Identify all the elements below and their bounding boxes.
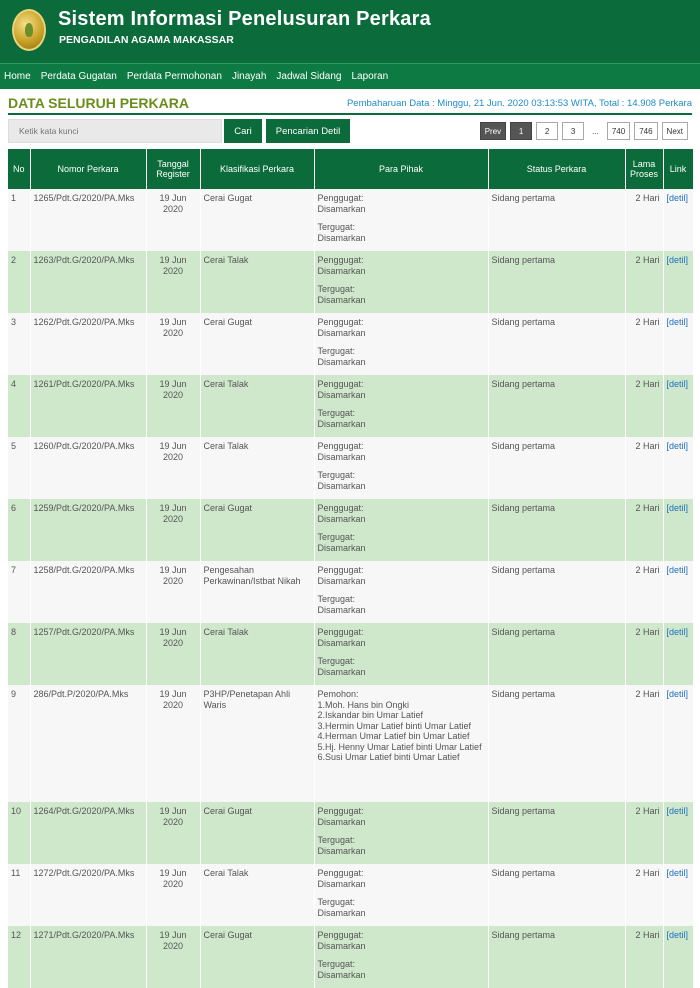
cell-tanggal: 19 Jun 2020 bbox=[146, 499, 200, 561]
cell-link bbox=[663, 251, 693, 313]
table-row bbox=[8, 499, 693, 561]
nav-jadwal-sidang[interactable]: Jadwal Sidang bbox=[276, 71, 342, 82]
cell-tanggal: 19 Jun 2020 bbox=[146, 375, 200, 437]
cell-nomor-perkara: 1272/Pdt.G/2020/PA.Mks bbox=[30, 864, 146, 926]
search-row bbox=[0, 119, 700, 149]
cell-nomor-perkara: 1260/Pdt.G/2020/PA.Mks bbox=[30, 437, 146, 499]
party-line: Tergugat: bbox=[317, 594, 356, 604]
cell-link bbox=[663, 189, 693, 251]
cell-status: Sidang pertama bbox=[488, 864, 625, 926]
detail-link[interactable]: [detil] bbox=[666, 379, 689, 389]
cell-lama-proses: 2 Hari bbox=[625, 499, 663, 561]
pagination-next[interactable]: Next bbox=[662, 122, 688, 140]
pagination-page-3[interactable]: 3 bbox=[562, 122, 584, 140]
table-row bbox=[8, 864, 693, 926]
cell-nomor-perkara: 1261/Pdt.G/2020/PA.Mks bbox=[30, 375, 146, 437]
cell-para-pihak bbox=[314, 926, 488, 988]
detail-link[interactable]: [detil] bbox=[666, 627, 689, 637]
party-line: Disamarkan bbox=[317, 637, 366, 648]
cell-lama-proses: 2 Hari bbox=[625, 623, 663, 685]
cell-status: Sidang pertama bbox=[488, 802, 625, 864]
cell-status: Sidang pertama bbox=[488, 623, 625, 685]
cell-klasifikasi: Cerai Gugat bbox=[200, 499, 314, 561]
cell-tanggal: 19 Jun 2020 bbox=[146, 189, 200, 251]
court-logo-icon bbox=[12, 9, 46, 51]
party-line: Disamarkan bbox=[317, 878, 366, 889]
cell-klasifikasi: Cerai Talak bbox=[200, 623, 314, 685]
cell-link bbox=[663, 313, 693, 375]
party-line: Tergugat: bbox=[317, 222, 356, 232]
col-tanggal-register: Tanggal Register bbox=[146, 149, 200, 189]
cell-link bbox=[663, 926, 693, 988]
cell-link bbox=[663, 375, 693, 437]
cell-para-pihak bbox=[314, 623, 488, 685]
app-title: Sistem Informasi Penelusuran Perkara bbox=[58, 8, 431, 30]
pagination-page-1[interactable]: 1 bbox=[510, 122, 532, 140]
cell-status: Sidang pertama bbox=[488, 189, 625, 251]
cell-tanggal: 19 Jun 2020 bbox=[146, 251, 200, 313]
cell-tanggal: 19 Jun 2020 bbox=[146, 437, 200, 499]
party-line: Penggugat: bbox=[317, 806, 364, 816]
cell-status: Sidang pertama bbox=[488, 561, 625, 623]
cell-para-pihak bbox=[314, 313, 488, 375]
cell-klasifikasi: Cerai Talak bbox=[200, 375, 314, 437]
cell-lama-proses: 2 Hari bbox=[625, 189, 663, 251]
nav-perdata-gugatan[interactable]: Perdata Gugatan bbox=[40, 71, 117, 82]
pagination-page-746[interactable]: 746 bbox=[634, 122, 657, 140]
cell-lama-proses: 2 Hari bbox=[625, 313, 663, 375]
nav-perdata-permohonan[interactable]: Perdata Permohonan bbox=[126, 71, 222, 82]
cell-lama-proses: 2 Hari bbox=[625, 251, 663, 313]
cell-no: 12 bbox=[8, 926, 30, 988]
table-row bbox=[8, 685, 693, 802]
cell-no: 9 bbox=[8, 685, 30, 802]
party-line: Penggugat: bbox=[317, 930, 364, 940]
party-line: Penggugat: bbox=[317, 565, 364, 575]
party-line: Disamarkan bbox=[317, 845, 366, 856]
detail-link[interactable]: [detil] bbox=[666, 565, 689, 575]
party-line: Disamarkan bbox=[317, 294, 366, 305]
table-row bbox=[8, 437, 693, 499]
cell-lama-proses: 2 Hari bbox=[625, 437, 663, 499]
party-line: Penggugat: bbox=[317, 379, 364, 389]
col-para-pihak: Para Pihak bbox=[314, 149, 488, 189]
nav-laporan[interactable]: Laporan bbox=[351, 71, 389, 82]
cell-para-pihak bbox=[314, 802, 488, 864]
party-line: Tergugat: bbox=[317, 959, 356, 969]
section-titlebar bbox=[8, 89, 692, 115]
party-line: Disamarkan bbox=[317, 265, 366, 276]
cell-para-pihak bbox=[314, 189, 488, 251]
party-line: Disamarkan bbox=[317, 356, 366, 367]
cell-klasifikasi: Cerai Gugat bbox=[200, 313, 314, 375]
detail-link[interactable]: [detil] bbox=[666, 193, 689, 203]
cell-status: Sidang pertama bbox=[488, 313, 625, 375]
cell-tanggal: 19 Jun 2020 bbox=[146, 313, 200, 375]
cell-klasifikasi: Cerai Gugat bbox=[200, 926, 314, 988]
table-row bbox=[8, 802, 693, 864]
cell-tanggal: 19 Jun 2020 bbox=[146, 802, 200, 864]
party-line: Tergugat: bbox=[317, 897, 356, 907]
cell-nomor-perkara: 286/Pdt.P/2020/PA.Mks bbox=[30, 685, 146, 802]
col-link: Link bbox=[663, 149, 693, 189]
party-line: Penggugat: bbox=[317, 627, 364, 637]
detail-link[interactable]: [detil] bbox=[666, 806, 689, 816]
cell-no: 7 bbox=[8, 561, 30, 623]
search-button[interactable]: Cari bbox=[224, 119, 262, 143]
party-line: Penggugat: bbox=[317, 193, 364, 203]
app-subtitle: PENGADILAN AGAMA MAKASSAR bbox=[59, 34, 234, 46]
detailed-search-button[interactable]: Pencarian Detil bbox=[266, 119, 350, 143]
pagination-prev[interactable]: Prev bbox=[480, 122, 506, 140]
party-line: Pemohon: bbox=[317, 689, 359, 699]
cell-klasifikasi: Cerai Gugat bbox=[200, 802, 314, 864]
party-line: Disamarkan bbox=[317, 604, 366, 615]
cell-para-pihak bbox=[314, 437, 488, 499]
party-line: Penggugat: bbox=[317, 868, 364, 878]
cell-para-pihak bbox=[314, 864, 488, 926]
cell-no: 8 bbox=[8, 623, 30, 685]
detail-link[interactable]: [detil] bbox=[666, 503, 689, 513]
cell-klasifikasi: P3HP/Penetapan Ahli Waris bbox=[200, 685, 314, 802]
party-line: 1.Moh. Hans bin Ongki bbox=[317, 699, 410, 710]
table-header-row bbox=[8, 149, 693, 189]
cell-no: 6 bbox=[8, 499, 30, 561]
cell-lama-proses: 2 Hari bbox=[625, 864, 663, 926]
party-line: Disamarkan bbox=[317, 451, 366, 462]
cell-tanggal: 19 Jun 2020 bbox=[146, 561, 200, 623]
cell-link bbox=[663, 864, 693, 926]
cell-para-pihak bbox=[314, 375, 488, 437]
party-line: Disamarkan bbox=[317, 969, 366, 980]
party-line: Disamarkan bbox=[317, 666, 366, 677]
party-line: Disamarkan bbox=[317, 816, 366, 827]
party-line: 4.Herman Umar Latief bin Umar Latief bbox=[317, 731, 470, 741]
party-line: Disamarkan bbox=[317, 203, 366, 214]
table-row bbox=[8, 375, 693, 437]
table-row bbox=[8, 313, 693, 375]
nav-home[interactable]: Home bbox=[4, 71, 31, 82]
update-info: Pembaharuan Data : Minggu, 21 Jun. 2020 03:13:53 WITA, Total : 14.908 Perkara bbox=[346, 98, 692, 109]
detail-link[interactable]: [detil] bbox=[666, 441, 689, 451]
cell-tanggal: 19 Jun 2020 bbox=[146, 685, 200, 802]
cell-no: 3 bbox=[8, 313, 30, 375]
cell-klasifikasi: Cerai Talak bbox=[200, 864, 314, 926]
detail-link[interactable]: [detil] bbox=[666, 317, 689, 327]
party-line: Tergugat: bbox=[317, 835, 356, 845]
cell-nomor-perkara: 1264/Pdt.G/2020/PA.Mks bbox=[30, 802, 146, 864]
table-row bbox=[8, 189, 693, 251]
cases-table bbox=[8, 149, 694, 988]
cell-tanggal: 19 Jun 2020 bbox=[146, 623, 200, 685]
party-line: Disamarkan bbox=[317, 575, 366, 586]
detail-link[interactable]: [detil] bbox=[666, 930, 689, 940]
cell-status: Sidang pertama bbox=[488, 251, 625, 313]
party-line: Disamarkan bbox=[317, 513, 366, 524]
party-line: 3.Hermin Umar Latief binti Umar Latief bbox=[317, 720, 472, 731]
pagination-page-2[interactable]: 2 bbox=[536, 122, 558, 140]
cell-no: 1 bbox=[8, 189, 30, 251]
cell-nomor-perkara: 1262/Pdt.G/2020/PA.Mks bbox=[30, 313, 146, 375]
party-line: Tergugat: bbox=[317, 656, 356, 666]
cell-klasifikasi: Cerai Talak bbox=[200, 437, 314, 499]
cell-link bbox=[663, 623, 693, 685]
party-line: Disamarkan bbox=[317, 907, 366, 918]
cell-link bbox=[663, 561, 693, 623]
party-line: Disamarkan bbox=[317, 327, 366, 338]
col-status: Status Perkara bbox=[488, 149, 625, 189]
party-line: Penggugat: bbox=[317, 503, 364, 513]
party-line: 2.Iskandar bin Umar Latief bbox=[317, 710, 424, 720]
pagination bbox=[476, 122, 688, 140]
party-line: Disamarkan bbox=[317, 232, 366, 243]
detail-link[interactable]: [detil] bbox=[666, 868, 689, 878]
cell-para-pihak bbox=[314, 561, 488, 623]
party-line: 5.Hj. Henny Umar Latief binti Umar Latief bbox=[317, 741, 482, 752]
cell-link bbox=[663, 499, 693, 561]
cell-nomor-perkara: 1257/Pdt.G/2020/PA.Mks bbox=[30, 623, 146, 685]
party-line: Tergugat: bbox=[317, 532, 356, 542]
party-line: Disamarkan bbox=[317, 940, 366, 951]
cell-status: Sidang pertama bbox=[488, 685, 625, 802]
table-row bbox=[8, 251, 693, 313]
cell-nomor-perkara: 1259/Pdt.G/2020/PA.Mks bbox=[30, 499, 146, 561]
detail-link[interactable]: [detil] bbox=[666, 689, 689, 699]
cell-nomor-perkara: 1263/Pdt.G/2020/PA.Mks bbox=[30, 251, 146, 313]
cell-lama-proses: 2 Hari bbox=[625, 685, 663, 802]
search-input[interactable] bbox=[8, 119, 222, 143]
table-row bbox=[8, 926, 693, 988]
cell-lama-proses: 2 Hari bbox=[625, 926, 663, 988]
nav-jinayah[interactable]: Jinayah bbox=[231, 71, 267, 82]
cell-klasifikasi: Cerai Talak bbox=[200, 251, 314, 313]
col-klasifikasi: Klasifikasi Perkara bbox=[200, 149, 314, 189]
cell-tanggal: 19 Jun 2020 bbox=[146, 864, 200, 926]
cell-link bbox=[663, 437, 693, 499]
cell-status: Sidang pertama bbox=[488, 499, 625, 561]
party-line: Tergugat: bbox=[317, 408, 356, 418]
cell-no: 2 bbox=[8, 251, 30, 313]
cell-lama-proses: 2 Hari bbox=[625, 375, 663, 437]
cell-link bbox=[663, 685, 693, 802]
cell-link bbox=[663, 802, 693, 864]
party-line: Disamarkan bbox=[317, 480, 366, 491]
table-row bbox=[8, 623, 693, 685]
cell-nomor-perkara: 1271/Pdt.G/2020/PA.Mks bbox=[30, 926, 146, 988]
party-line: Disamarkan bbox=[317, 389, 366, 400]
detail-link[interactable]: [detil] bbox=[666, 255, 689, 265]
cell-para-pihak bbox=[314, 499, 488, 561]
party-line: Penggugat: bbox=[317, 441, 364, 451]
cell-para-pihak bbox=[314, 685, 488, 802]
cell-status: Sidang pertama bbox=[488, 926, 625, 988]
cell-status: Sidang pertama bbox=[488, 375, 625, 437]
table-row bbox=[8, 561, 693, 623]
party-line: Disamarkan bbox=[317, 542, 366, 553]
cell-status: Sidang pertama bbox=[488, 437, 625, 499]
cell-no: 11 bbox=[8, 864, 30, 926]
cell-no: 4 bbox=[8, 375, 30, 437]
cell-nomor-perkara: 1265/Pdt.G/2020/PA.Mks bbox=[30, 189, 146, 251]
cell-tanggal: 19 Jun 2020 bbox=[146, 926, 200, 988]
col-lama-proses: Lama Proses bbox=[625, 149, 663, 189]
col-no: No bbox=[8, 149, 30, 189]
pagination-page-740[interactable]: 740 bbox=[607, 122, 630, 140]
app-header bbox=[0, 0, 700, 63]
pagination-ellipsis: ... bbox=[592, 126, 599, 136]
cell-klasifikasi: Pengesahan Perkawinan/Istbat Nikah bbox=[200, 561, 314, 623]
cell-lama-proses: 2 Hari bbox=[625, 802, 663, 864]
col-nomor-perkara: Nomor Perkara bbox=[30, 149, 146, 189]
cell-para-pihak bbox=[314, 251, 488, 313]
party-line: Tergugat: bbox=[317, 346, 356, 356]
party-line: Tergugat: bbox=[317, 284, 356, 294]
cell-nomor-perkara: 1258/Pdt.G/2020/PA.Mks bbox=[30, 561, 146, 623]
main-nav bbox=[0, 63, 700, 89]
section-title: DATA SELURUH PERKARA bbox=[8, 95, 189, 111]
cell-no: 10 bbox=[8, 802, 30, 864]
party-line: 6.Susi Umar Latief binti Umar Latief bbox=[317, 752, 460, 762]
cell-lama-proses: 2 Hari bbox=[625, 561, 663, 623]
cell-no: 5 bbox=[8, 437, 30, 499]
cell-klasifikasi: Cerai Gugat bbox=[200, 189, 314, 251]
party-line: Penggugat: bbox=[317, 255, 364, 265]
party-line: Tergugat: bbox=[317, 470, 356, 480]
party-line: Penggugat: bbox=[317, 317, 364, 327]
party-line: Disamarkan bbox=[317, 418, 366, 429]
